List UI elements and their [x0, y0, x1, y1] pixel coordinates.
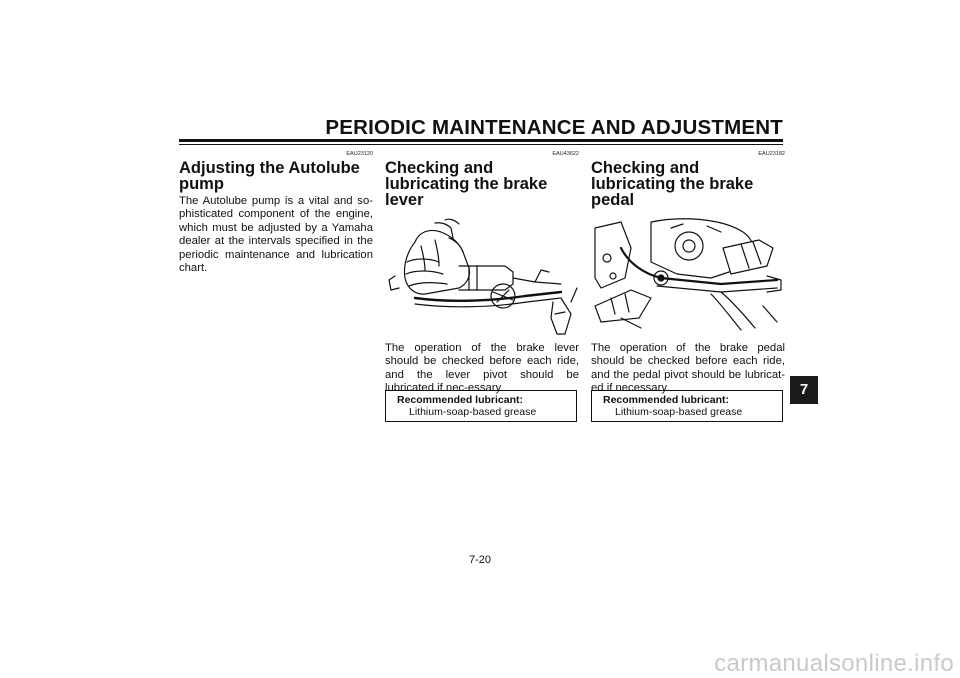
lubricant-label: Recommended lubricant:: [397, 394, 524, 406]
watermark: carmanualsonline.info: [714, 650, 954, 677]
chapter-tab: 7: [790, 376, 818, 404]
section-brake-lever: [385, 150, 579, 396]
section-body: The operation of the brake lever should be checked before each ride, and the lever pivot should be lubricated if nec-essary.: [385, 342, 579, 395]
page-header-title: PERIODIC MAINTENANCE AND ADJUSTMENT: [325, 116, 783, 139]
section-title: Adjusting the Autolube pump: [179, 159, 360, 193]
section-body: The operation of the brake pedal should be checked before each ride, and the pedal pivot should be lubricat-ed if necessary.: [591, 342, 785, 395]
section-title: Checking and lubricating the brake pedal: [591, 159, 754, 209]
section-code: EAU23182: [758, 151, 785, 157]
section-code: EAU43622: [552, 151, 579, 157]
section-autolube-pump: [179, 150, 373, 275]
brake-pedal-illustration: [591, 218, 785, 336]
recommended-lubricant-box: [591, 390, 783, 422]
section-title: Checking and lubricating the brake lever: [385, 159, 548, 209]
recommended-lubricant-box: [385, 390, 577, 422]
lubricant-label: Recommended lubricant:: [603, 394, 730, 406]
section-body: The Autolube pump is a vital and so-phisticated component of the engine, which must be adjusted by a Yamaha dealer at the intervals specified in the periodic maintenance and lubrication chart.: [179, 195, 373, 275]
section-code: EAU23120: [346, 151, 373, 157]
brake-lever-illustration: [385, 218, 579, 336]
page-number: 7-20: [468, 554, 492, 566]
header-rule-thin: [179, 144, 783, 145]
header-rule-thick: [179, 139, 783, 142]
section-brake-pedal: [591, 150, 785, 396]
lubricant-value: Lithium-soap-based grease: [615, 406, 743, 418]
lubricant-value: Lithium-soap-based grease: [409, 406, 537, 418]
